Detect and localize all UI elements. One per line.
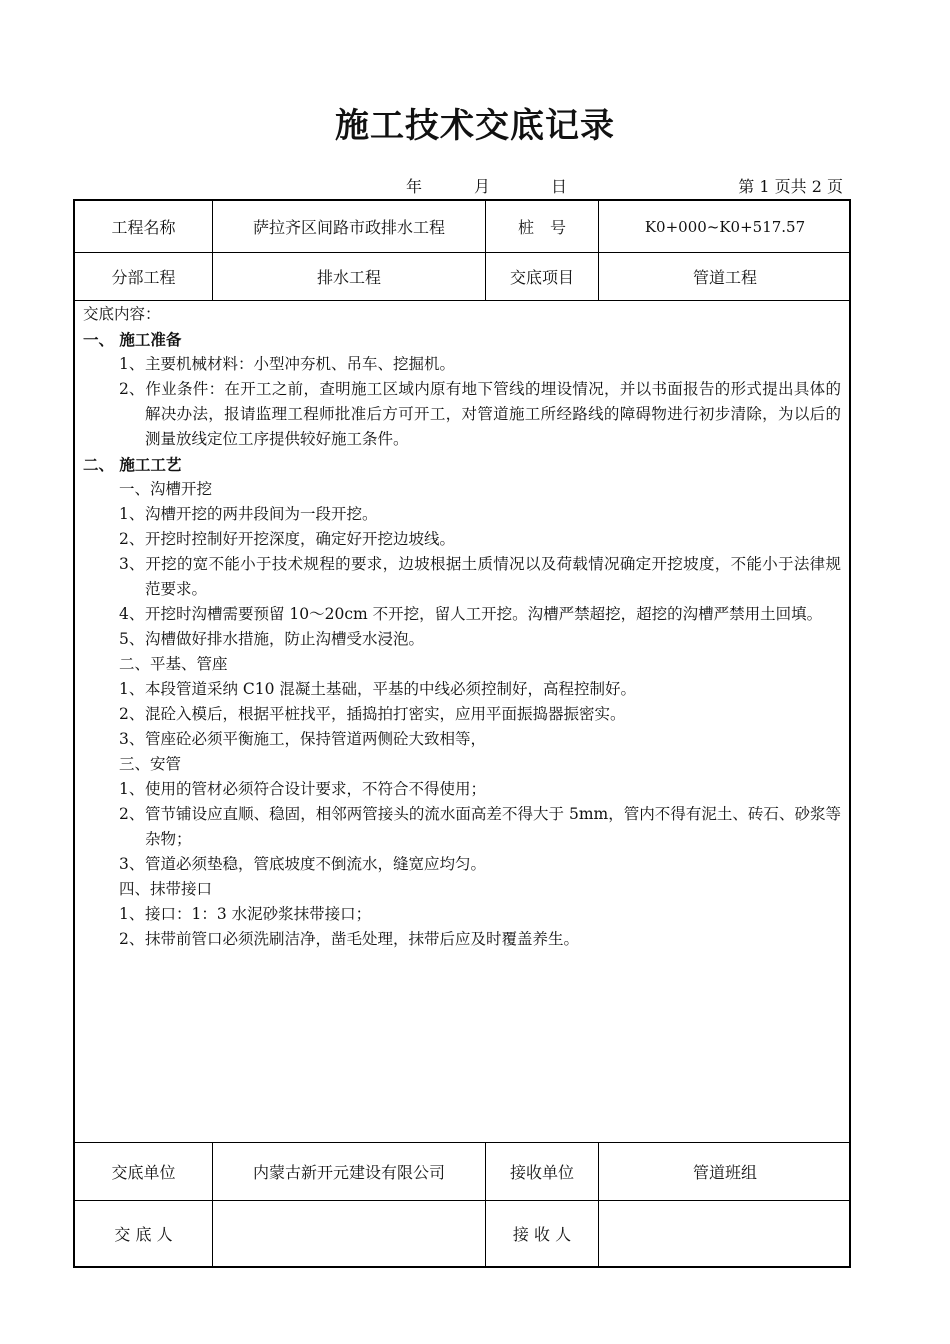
list-item: 3、管道必须垫稳，管底坡度不倒流水，缝宽应均匀。 bbox=[119, 855, 487, 873]
list-item: 2、混砼入模后，根据平桩找平，插捣拍打密实，应用平面振捣器振密实。 bbox=[119, 705, 626, 723]
discloser-person-value[interactable] bbox=[213, 1201, 485, 1266]
station-value: K0+000~K0+517.57 bbox=[644, 217, 806, 236]
date-month: 月 bbox=[474, 177, 491, 196]
document-title: 施工技术交底记录 bbox=[335, 106, 615, 146]
station-label: 桩 号 bbox=[517, 218, 566, 237]
sub-project-value: 排水工程 bbox=[316, 268, 381, 287]
section-title: 二、 施工工艺 bbox=[83, 455, 182, 474]
date-day: 日 bbox=[551, 177, 568, 196]
sub-project-label: 分部工程 bbox=[111, 268, 176, 287]
list-item: 5、沟槽做好排水措施，防止沟槽受水浸泡。 bbox=[119, 630, 425, 648]
subsection-title: 一、沟槽开挖 bbox=[119, 480, 213, 498]
list-item: 2、管节铺设应直顺、稳固，相邻两管接头的流水面高差不得大于 5mm，管内不得有泥土、砖石、砂浆等杂物； bbox=[119, 805, 841, 848]
list-item: 2、作业条件：在开工之前，查明施工区域内原有地下管线的埋设情况，并以书面报告的形式提出具体的解决办法，报请监理工程师批准后方可开工，对管道施工所经路线的障碍物进行初步清除，为以后的测量放线定位工序提供较好施工条件。 bbox=[119, 380, 841, 448]
list-item: 1、使用的管材必须符合设计要求，不符合不得使用； bbox=[119, 780, 487, 798]
content-intro: 交底内容： bbox=[83, 305, 161, 323]
list-item: 1、沟槽开挖的两井段间为一段开挖。 bbox=[119, 505, 378, 523]
list-item: 3、管座砼必须平衡施工，保持管道两侧砼大致相等， bbox=[119, 730, 487, 748]
list-item: 2、开挖时控制好开挖深度，确定好开挖边坡线。 bbox=[119, 530, 456, 548]
receiver-unit-label: 接收单位 bbox=[509, 1163, 574, 1182]
subsection-title: 二、平基、管座 bbox=[119, 655, 228, 673]
discloser-unit-label: 交底单位 bbox=[111, 1163, 176, 1182]
disclosure-content bbox=[83, 302, 841, 952]
project-name-label: 工程名称 bbox=[111, 218, 176, 237]
list-item: 1、接口：1：3 水泥砂浆抹带接口； bbox=[119, 905, 372, 923]
project-name-value: 萨拉齐区间路市政排水工程 bbox=[252, 218, 445, 237]
discloser-person-label: 交 底 人 bbox=[114, 1225, 173, 1244]
receiver-person-label: 接 收 人 bbox=[512, 1225, 572, 1244]
subsection-title: 三、安管 bbox=[119, 755, 182, 773]
subsection-title: 四、抹带接口 bbox=[119, 880, 213, 898]
section-title: 一、 施工准备 bbox=[83, 330, 182, 349]
disclosure-item-label: 交底项目 bbox=[509, 268, 574, 287]
disclosure-form bbox=[73, 199, 851, 1268]
list-item: 1、本段管道采纳 C10 混凝土基础，平基的中线必须控制好，高程控制好。 bbox=[119, 680, 636, 698]
date-year: 年 bbox=[406, 177, 423, 196]
page-number: 第 1 页共 2 页 bbox=[738, 177, 843, 196]
receiver-person-value[interactable] bbox=[599, 1201, 851, 1266]
disclosure-item-value: 管道工程 bbox=[692, 268, 757, 287]
list-item: 1、主要机械材料：小型冲夯机、吊车、挖掘机。 bbox=[119, 355, 456, 373]
list-item: 4、开挖时沟槽需要预留 10～20cm 不开挖，留人工开挖。沟槽严禁超挖，超挖的沟槽严禁用土回填。 bbox=[119, 605, 823, 623]
list-item: 2、抹带前管口必须洗刷洁净，凿毛处理，抹带后应及时覆盖养生。 bbox=[119, 930, 580, 948]
receiver-unit-value: 管道班组 bbox=[692, 1163, 757, 1182]
date-line bbox=[73, 174, 851, 198]
list-item: 3、开挖的宽不能小于技术规程的要求，边坡根据土质情况以及荷载情况确定开挖坡度，不能小于法律规范要求。 bbox=[119, 555, 841, 598]
discloser-unit-value: 内蒙古新开元建设有限公司 bbox=[252, 1163, 445, 1182]
